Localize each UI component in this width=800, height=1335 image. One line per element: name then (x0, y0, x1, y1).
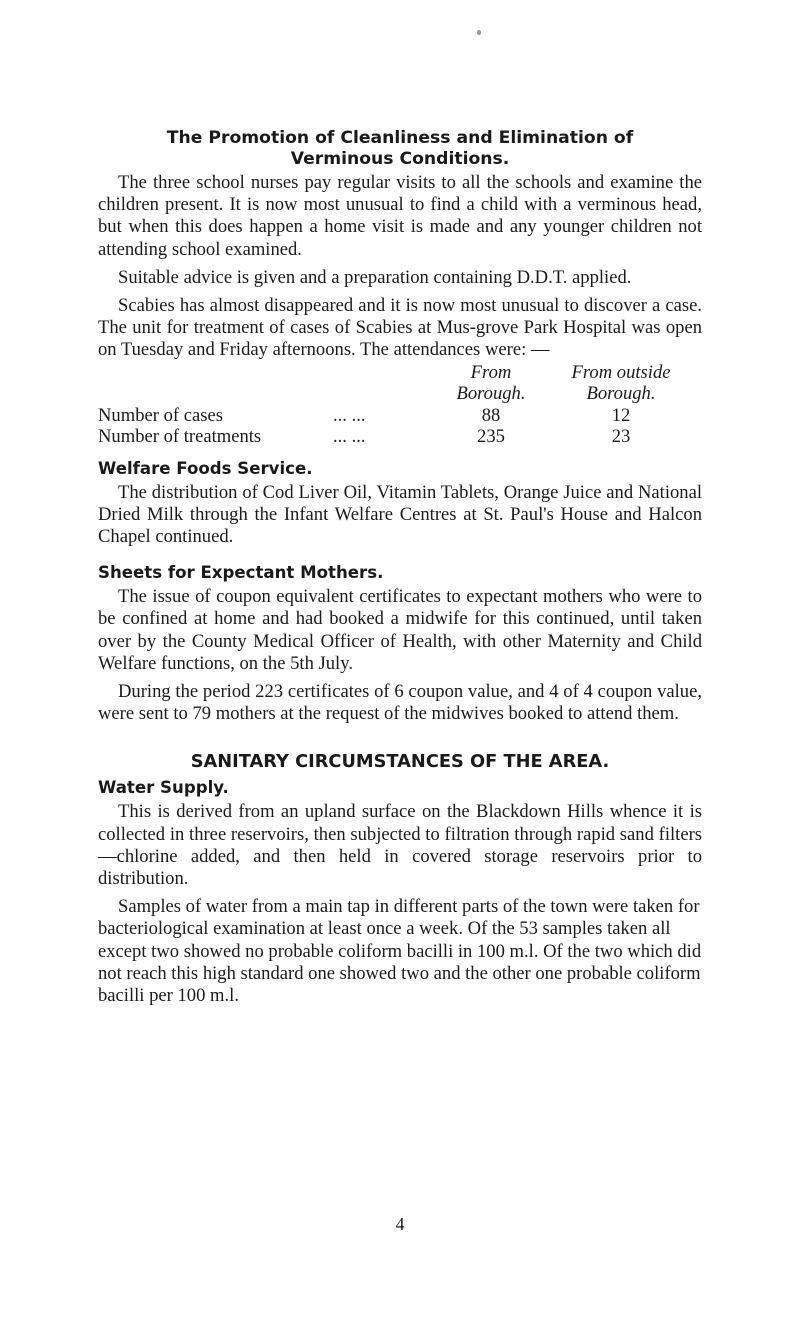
welfare-foods-heading: Welfare Foods Service. (98, 458, 313, 478)
cell-from-outside: 23 (611, 426, 631, 448)
sanitary-heading: SANITARY CIRCUMSTANCES OF THE AREA. (190, 751, 610, 773)
scan-speck (477, 30, 481, 35)
header-from-outside-borough: From outside Borough. (571, 361, 671, 405)
sheets-heading: Sheets for Expectant Mothers. (98, 563, 384, 583)
water-supply-paragraph-1: This is derived from an upland surface on the Blackdown Hills whence it is collected in three reservoirs, then subjected to filtration through rapid sand filters—chlorine added, and then held in covered storage reservoirs prior to distribution. (98, 801, 702, 890)
sheets-paragraph-2: During the period 223 certificates of 6 coupon value, and 4 of 4 coupon value, were sent to 79 mothers at the request of the midwives booked to attend them. (98, 681, 702, 725)
leader-dots: ... ... (333, 404, 366, 426)
table-header-row (98, 362, 696, 405)
welfare-foods-paragraph: The distribution of Cod Liver Oil, Vitamin Tablets, Orange Juice and National Dried Milk through the Infant Welfare Centres at St. Paul's House and Halcon Chapel continued. (98, 481, 702, 548)
sheets-paragraph-1: The issue of coupon equivalent certificates to expectant mothers who were to be confined at home and had booked a midwife for this continued, until taken over by the County Medical Officer of Health, with other Maternity and Child Welfare functions, on the 5th July. (98, 586, 702, 674)
cleanliness-paragraph-1: The three school nurses pay regular visits to all the schools and examine the children present. It is now most unusual to find a child with a verminous head, but when this does happen a home visit is made and any younger children not attending school examined. (98, 172, 702, 260)
leader-dots: ... ... (333, 426, 366, 448)
row-label: Number of treatments (98, 426, 262, 448)
water-supply-paragraph-2: Samples of water from a main tap in different parts of the town were taken for bacteriological examination at least once a week. Of the 53 samples taken all except two showed no probable coliform bacilli in 100 m.l. Of the two which did not reach this high standard one showed two and the other one probable coliform bacilli per 100 m.l. (98, 896, 702, 1007)
table-row (98, 426, 696, 448)
cell-from-borough: 235 (477, 426, 505, 448)
scabies-attendance-table (98, 362, 696, 448)
water-supply-heading: Water Supply. (98, 778, 229, 798)
cleanliness-paragraph-2: Suitable advice is given and a preparation containing D.D.T. applied. (118, 266, 632, 288)
cleanliness-heading-line2: Verminous Conditions. (290, 149, 510, 169)
document-page (98, 128, 702, 1234)
cleanliness-paragraph-3: Scabies has almost disappeared and it is now most unusual to discover a case. The unit for treatment of cases of Scabies at Mus-grove Park Hospital was open on Tuesday and Friday afternoons. The attendances were: — (98, 295, 702, 361)
page-number: 4 (395, 1214, 405, 1234)
header-from-borough: From Borough. (456, 361, 526, 405)
cleanliness-heading (98, 128, 702, 170)
cell-from-borough: 88 (481, 404, 501, 426)
cell-from-outside: 12 (611, 404, 631, 426)
row-label: Number of cases (98, 404, 223, 426)
table-row (98, 405, 696, 427)
cleanliness-heading-line1: The Promotion of Cleanliness and Elimination of (166, 128, 634, 148)
